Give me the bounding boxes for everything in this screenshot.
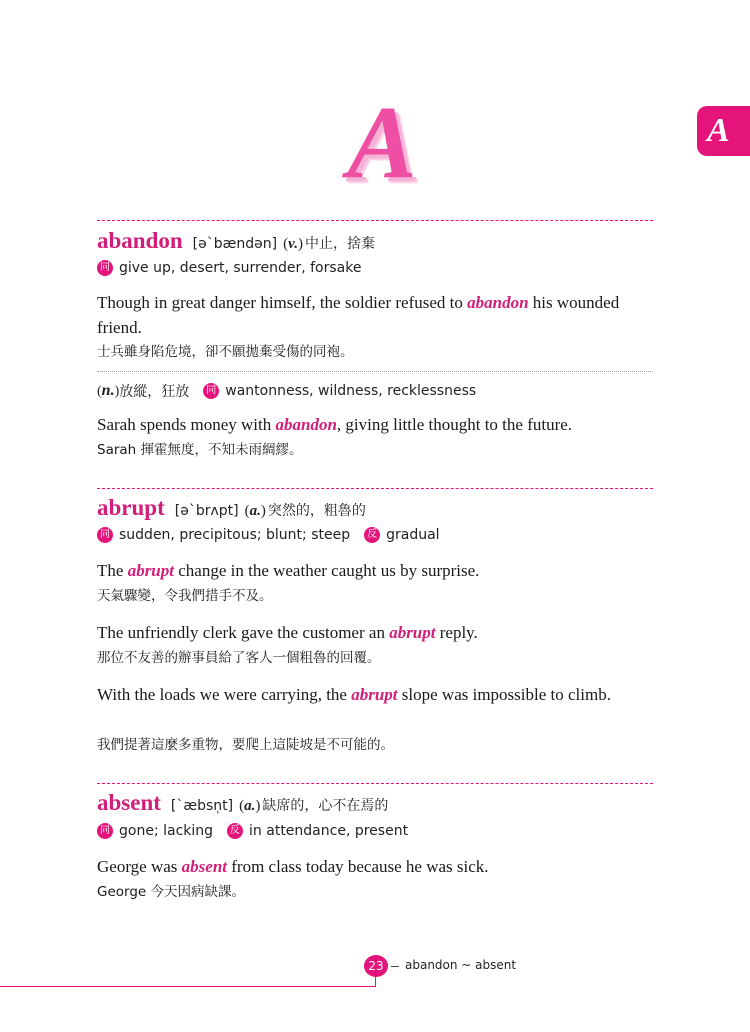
example-sentence: The unfriendly clerk gave the customer an abrupt reply. — [97, 623, 478, 642]
part-of-speech: (v.) — [283, 236, 303, 252]
pronunciation: [ə`brʌpt] — [174, 503, 239, 519]
pronunciation: [ə`bændən] — [192, 236, 278, 252]
footer-rule — [0, 986, 375, 987]
antonyms: in attendance, present — [249, 823, 409, 839]
synonym-icon: 同 — [97, 823, 113, 839]
antonyms: gradual — [386, 527, 440, 543]
example-translation: Sarah 揮霍無度，不知未雨綢繆。 — [97, 442, 303, 458]
chinese-meaning: 缺席的，心不在焉的 — [262, 798, 389, 814]
synonyms: sudden, precipitous; blunt; steep — [119, 527, 351, 543]
headword: abandon — [97, 228, 183, 253]
example-sentence: With the loads we were carrying, the abrupt slope was impossible to climb. — [97, 685, 611, 704]
entry-divider — [97, 783, 653, 784]
synonym-line — [97, 527, 440, 543]
example-sentence: The abrupt change in the weather caught us by surprise. — [97, 561, 480, 580]
chinese-meaning: 中止，捨棄 — [304, 236, 375, 252]
antonym-icon: 反 — [364, 527, 380, 543]
entry-divider — [97, 220, 653, 221]
chinese-meaning: 放縱，狂放 — [119, 384, 190, 400]
footer-dash — [391, 966, 399, 967]
example-sentence: George was absent from class today because he was sick. — [97, 857, 489, 876]
synonyms: wantonness, wildness, recklessness — [225, 383, 477, 399]
entry-headword-abandon — [97, 228, 375, 254]
synonym-icon: 同 — [203, 383, 219, 399]
part-of-speech: (n.) — [97, 382, 120, 399]
page-number: 23 — [364, 955, 388, 977]
entry-headword-absent — [97, 790, 388, 816]
synonym-icon: 同 — [97, 527, 113, 543]
headword: absent — [97, 790, 161, 815]
synonym-line — [97, 823, 408, 839]
part-of-speech: (a.) — [239, 798, 261, 814]
pronunciation: [`æbsn̩t] — [170, 798, 234, 814]
entry-divider — [97, 488, 653, 489]
synonym-icon: 同 — [97, 260, 113, 276]
example-sentence: Though in great danger himself, the soldier refused to abandon his wounded friend. — [97, 293, 620, 337]
example-sentence: Sarah spends money with abandon, giving little thought to the future. — [97, 415, 573, 434]
example-translation: 天氣驟變，令我們措手不及。 — [97, 588, 273, 604]
example-translation: 士兵雖身陷危境，卻不願拋棄受傷的同袍。 — [97, 344, 354, 360]
synonyms: gone; lacking — [119, 823, 214, 839]
chinese-meaning: 突然的，粗魯的 — [267, 503, 366, 519]
antonym-icon: 反 — [227, 823, 243, 839]
example-translation: 那位不友善的辦事員給了客人一個粗魯的回覆。 — [97, 650, 381, 666]
synonyms: give up, desert, surrender, forsake — [119, 260, 362, 276]
example-translation: George 今天因病缺課。 — [97, 884, 246, 900]
synonym-line — [97, 260, 361, 276]
page-range: abandon ~ absent — [405, 958, 517, 972]
example-translation: 我們提著這麼多重物，要爬上這陡坡是不可能的。 — [97, 737, 394, 753]
section-tab-a[interactable]: A — [697, 106, 750, 156]
entry-headword-abrupt — [97, 495, 366, 521]
chapter-letter: A — [347, 85, 417, 200]
sense-line — [97, 381, 476, 401]
headword: abrupt — [97, 495, 165, 520]
part-of-speech: (a.) — [244, 503, 266, 519]
sense-divider — [97, 371, 653, 372]
